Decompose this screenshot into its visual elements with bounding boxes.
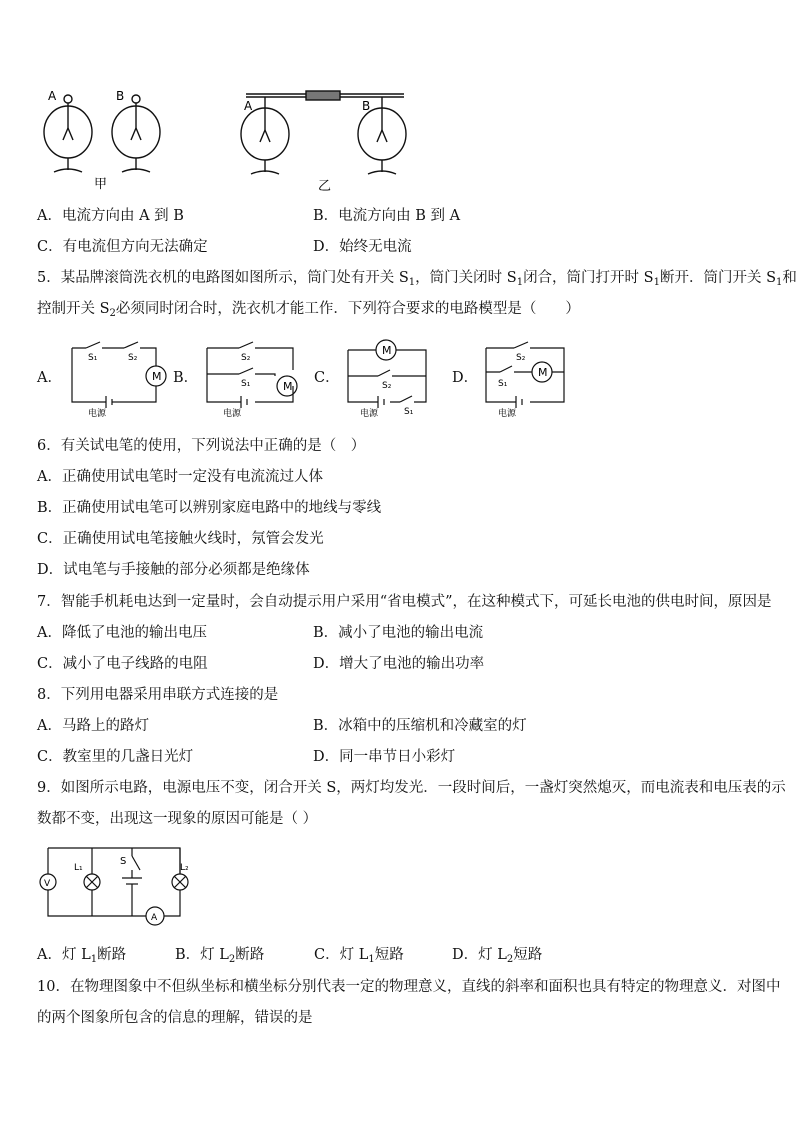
q5-option-b-label: B．: [173, 370, 199, 386]
svg-text:电源: 电源: [360, 409, 379, 419]
svg-text:V: V: [44, 879, 51, 889]
q5-circuit-c: [342, 336, 442, 418]
svg-text:S₂: S₂: [128, 353, 138, 363]
q4-option-c: C．有电流但方向无法确定: [37, 239, 208, 255]
svg-text:S₂: S₂: [382, 381, 392, 391]
q5-stem-line1: 5．某品牌滚筒洗衣机的电路图如图所示，筒门处有开关 $S_1$，筒门关闭时 $S_1$闭合，筒门打开时 $S_1$断开．筒门开关 $S_1$和: [37, 270, 797, 288]
svg-text:A: A: [151, 913, 158, 923]
q7-option-d: D．增大了电池的输出功率: [313, 656, 485, 672]
svg-text:S₁: S₁: [88, 353, 98, 363]
q7-option-b: B．减小了电池的输出电流: [313, 625, 484, 641]
q8-stem: 8．下列用电器采用串联方式连接的是: [37, 687, 279, 703]
svg-text:S₂: S₂: [241, 353, 251, 363]
q5-circuit-b: [201, 340, 311, 418]
label-b-yi: B: [362, 99, 371, 113]
q4-option-b: B．电流方向由 B 到 A: [313, 208, 461, 224]
q5-option-a-label: A．: [37, 370, 62, 386]
svg-text:电源: 电源: [223, 409, 242, 419]
q6-option-b: B．正确使用试电笔可以辨别家庭电路中的地线与零线: [37, 500, 382, 516]
q10-stem-line1: 10．在物理图象中不但纵坐标和横坐标分别代表一定的物理意义，直线的斜率和面积也具有特定的物理意义．对图中: [37, 979, 781, 995]
q8-option-c: C．教室里的几盏日光灯: [37, 749, 194, 765]
q7-option-c: C．减小了电子线路的电阻: [37, 656, 208, 672]
q8-option-b: B．冰箱中的压缩机和冷藏室的灯: [313, 718, 527, 734]
label-b: B: [116, 89, 125, 103]
svg-text:M: M: [382, 344, 392, 357]
q5-option-c-label: C．: [314, 370, 340, 386]
q10-stem-line2: 的两个图象所包含的信息的理解，错误的是: [37, 1010, 313, 1026]
svg-text:S₁: S₁: [404, 407, 414, 417]
electroscope-pair-yi: [241, 91, 406, 174]
svg-text:M: M: [283, 380, 293, 393]
svg-text:S₁: S₁: [498, 379, 508, 389]
q6-option-a: A．正确使用试电笔时一定没有电流流过人体: [37, 469, 323, 485]
caption-yi: 乙: [318, 179, 332, 194]
svg-text:M: M: [538, 366, 548, 379]
svg-text:S₂: S₂: [516, 353, 526, 363]
svg-text:电源: 电源: [498, 409, 517, 419]
q6-option-d: D．试电笔与手接触的部分必须都是绝缘体: [37, 562, 310, 578]
label-a-yi: A: [244, 99, 253, 113]
q5-circuit-a: [66, 340, 176, 418]
q4-option-d: D．始终无电流: [313, 239, 412, 255]
q8-option-a: A．马路上的路灯: [37, 718, 149, 734]
q9-stem-line1: 9．如图所示电路，电源电压不变，闭合开关 S，两灯均发光．一段时间后，一盏灯突然熄灭，而电流表和电压表的示: [37, 780, 786, 796]
q9-option-b: B．灯 $L_2$断路: [175, 947, 265, 965]
q9-option-a: A．灯 $L_1$断路: [37, 947, 127, 965]
svg-text:电源: 电源: [88, 409, 107, 419]
label-a: A: [48, 89, 57, 103]
q8-option-d: D．同一串节日小彩灯: [313, 749, 456, 765]
svg-text:M: M: [152, 370, 162, 383]
q9-option-d: D．灯 $L_2$短路: [452, 947, 543, 965]
electroscope-a-jia: [44, 95, 92, 172]
electroscope-b-jia: [112, 95, 160, 172]
q9-stem-line2: 数都不变，出现这一现象的原因可能是（ ）: [37, 811, 318, 827]
q7-option-a: A．降低了电池的输出电压: [37, 625, 207, 641]
q6-option-c: C．正确使用试电笔接触火线时，氖管会发光: [37, 531, 324, 547]
q5-stem-line2: 控制开关 $S_2$必须同时闭合时，洗衣机才能工作．下列符合要求的电路模型是（ ）: [37, 301, 580, 319]
electroscope-figure: [36, 82, 436, 194]
q4-option-a: A．电流方向由 A 到 B: [37, 208, 184, 224]
q5-circuit-d: [480, 340, 580, 418]
q6-stem: 6．有关试电笔的使用，下列说法中正确的是（ ）: [37, 438, 366, 454]
svg-text:S₁: S₁: [241, 379, 251, 389]
svg-text:S: S: [120, 856, 127, 867]
q9-circuit: [36, 842, 196, 928]
q9-option-c: C．灯 $L_1$短路: [314, 947, 404, 965]
svg-text:L₂: L₂: [180, 863, 189, 873]
q5-option-d-label: D．: [452, 370, 479, 386]
svg-text:L₁: L₁: [74, 863, 83, 873]
caption-jia: 甲: [94, 177, 108, 192]
q7-stem: 7．智能手机耗电达到一定量时，会自动提示用户采用“省电模式”，在这种模式下，可延长电池的供电时间，原因是: [37, 594, 772, 610]
